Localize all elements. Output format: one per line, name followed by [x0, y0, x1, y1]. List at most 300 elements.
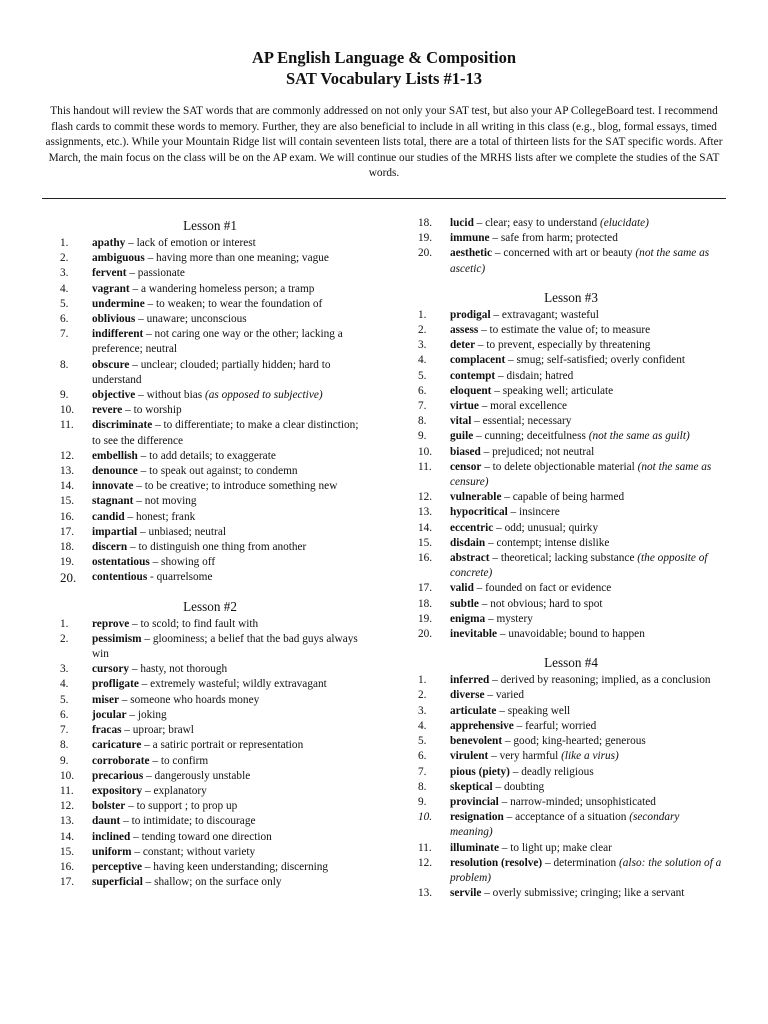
vocab-definition: – speaking well — [496, 704, 571, 717]
vocab-definition: – to be creative; to introduce something new — [133, 480, 338, 493]
vocab-item — [418, 886, 724, 901]
vocab-item — [60, 449, 360, 464]
vocab-item — [418, 749, 724, 764]
vocab-definition: – founded on fact or evidence — [473, 582, 612, 595]
vocab-item — [418, 505, 724, 520]
item-number: 7. — [60, 328, 69, 341]
vocab-item — [60, 464, 360, 479]
vocab-term: abstract — [450, 552, 490, 565]
vocab-term: corroborate — [92, 754, 150, 767]
vocab-term: resolution (resolve) — [450, 856, 543, 869]
vocab-definition: – not obvious; hard to spot — [478, 597, 603, 610]
vocab-term: caricature — [92, 739, 142, 752]
vocab-term: revere — [92, 404, 123, 417]
vocab-term: censor — [450, 460, 482, 473]
item-number: 9. — [60, 754, 69, 767]
item-number: 10. — [60, 769, 75, 782]
vocab-term: apathy — [92, 237, 126, 249]
vocab-item — [60, 769, 360, 784]
vocab-term: undermine — [92, 297, 145, 310]
vocab-note: (secondary meaning) — [450, 811, 680, 839]
vocab-item — [60, 632, 360, 662]
vocab-item — [418, 536, 724, 551]
item-number: 2. — [418, 689, 427, 702]
vocab-definition: – someone who hoards money — [118, 693, 260, 706]
item-number: 6. — [60, 708, 69, 721]
vocab-item — [418, 429, 724, 444]
vocab-item — [418, 338, 724, 353]
vocab-definition: – cunning; deceitfulness — [473, 430, 589, 443]
vocab-definition: – theoretical; lacking substance — [489, 552, 638, 565]
vocab-item — [60, 738, 360, 753]
vocab-term: innovate — [92, 480, 134, 493]
vocab-definition: – insincere — [507, 506, 560, 519]
vocab-item — [418, 490, 724, 505]
vocab-note: (not the same as censure) — [450, 460, 712, 489]
vocab-term: virtue — [450, 400, 479, 413]
vocab-term: embellish — [92, 449, 138, 462]
vocab-term: candid — [92, 510, 125, 523]
vocab-definition: – to estimate the value of; to measure — [478, 324, 651, 337]
vocab-term: subtle — [450, 597, 479, 610]
vocab-definition: – capable of being harmed — [501, 491, 625, 504]
vocab-definition: – to speak out against; to condemn — [137, 465, 298, 478]
vocab-definition: – to intimidate; to discourage — [120, 815, 256, 828]
vocab-definition: – good; king-hearted; generous — [502, 735, 646, 748]
vocab-definition: – to support ; to prop up — [125, 800, 238, 813]
vocab-term: inevitable — [450, 628, 498, 641]
vocab-definition: – disdain; hatred — [495, 369, 574, 382]
vocab-definition: – moral excellence — [478, 400, 568, 413]
vocab-term: illuminate — [450, 841, 499, 854]
item-number: 20. — [60, 570, 77, 586]
item-number: 6. — [418, 750, 427, 763]
vocab-item — [418, 688, 724, 703]
item-number: 1. — [418, 674, 427, 687]
item-number: 8. — [418, 415, 427, 428]
vocab-item — [60, 251, 360, 266]
vocab-item — [60, 784, 360, 799]
item-number: 6. — [418, 384, 427, 397]
vocab-item — [418, 445, 724, 460]
item-number: 18. — [418, 597, 433, 610]
vocab-definition: – overly submissive; cringing; like a servant — [481, 887, 685, 900]
vocab-item — [60, 693, 360, 708]
vocab-term: complacent — [450, 354, 506, 367]
vocab-definition: – smug; self-satisfied; overly confident — [505, 354, 685, 367]
item-number: 16. — [60, 510, 75, 523]
item-number: 7. — [60, 724, 69, 737]
item-number: 20. — [418, 628, 433, 641]
vocab-item — [60, 540, 360, 555]
vocab-item — [418, 460, 724, 490]
vocab-item — [60, 358, 360, 388]
vocab-item — [418, 384, 724, 399]
item-number: 12. — [60, 800, 75, 813]
item-number: 4. — [60, 282, 69, 295]
item-number: 17. — [418, 582, 433, 595]
vocab-definition: – shallow; on the surface only — [142, 876, 282, 889]
vocab-item — [418, 414, 724, 429]
vocab-term: diverse — [450, 689, 485, 702]
vocab-definition: – without bias — [135, 389, 205, 402]
vocab-term: indifferent — [92, 328, 144, 341]
vocab-item — [60, 875, 360, 890]
vocab-term: apprehensive — [450, 719, 514, 732]
item-number: 14. — [60, 480, 75, 493]
vocab-term: uniform — [92, 845, 132, 858]
vocab-definition: – doubting — [492, 780, 545, 793]
vocab-definition: – a wandering homeless person; a tramp — [129, 282, 315, 295]
lesson-title: Lesson #2 — [183, 598, 237, 614]
vocab-term: guile — [450, 430, 474, 443]
vocab-term: articulate — [450, 704, 497, 717]
item-number: 5. — [60, 297, 69, 310]
vocab-term: vulnerable — [450, 491, 502, 504]
vocab-item — [418, 216, 724, 231]
item-number: 12. — [418, 856, 433, 869]
vocab-term: profligate — [92, 678, 139, 691]
vocab-term: prodigal — [450, 308, 491, 321]
item-number: 11. — [418, 841, 432, 854]
item-number: 3. — [60, 663, 69, 676]
vocab-item — [418, 795, 724, 810]
vocab-item — [418, 780, 724, 795]
item-number: 1. — [418, 308, 427, 321]
vocab-definition: – odd; unusual; quirky — [493, 521, 599, 534]
item-number: 3. — [418, 339, 427, 352]
vocab-definition: – speaking well; articulate — [491, 384, 614, 397]
vocab-definition: – lack of emotion or interest — [125, 237, 256, 249]
vocab-term: denounce — [92, 465, 138, 478]
vocab-definition: – having more than one meaning; vague — [144, 252, 329, 265]
item-number: 4. — [418, 354, 427, 367]
vocab-definition: – extremely wasteful; wildly extravagant — [138, 678, 327, 691]
vocab-definition: – derived by reasoning; implied, as a conclusion — [489, 674, 711, 687]
vocab-term: vagrant — [92, 282, 130, 295]
item-number: 15. — [418, 536, 433, 549]
vocab-item — [60, 617, 360, 632]
vocab-term: skeptical — [450, 780, 493, 793]
vocab-definition: – a satiric portrait or representation — [141, 739, 304, 752]
vocab-term: inclined — [92, 830, 131, 843]
word-list — [418, 673, 724, 901]
vocab-item — [60, 388, 360, 403]
vocab-term: benevolent — [450, 735, 503, 748]
item-number: 13. — [60, 465, 75, 478]
vocab-definition: - quarrelsome — [147, 571, 213, 584]
item-number: 14. — [60, 830, 75, 843]
vocab-definition: – safe from harm; protected — [489, 232, 618, 245]
vocab-definition: – joking — [126, 708, 167, 721]
vocab-item — [60, 327, 360, 357]
vocab-term: biased — [450, 445, 481, 458]
vocab-definition: – not caring one way or the other; lacking a preference; neutral — [92, 328, 343, 356]
item-number: 7. — [418, 400, 427, 413]
vocab-term: reprove — [92, 617, 130, 630]
item-number: 11. — [418, 460, 432, 473]
vocab-item — [418, 399, 724, 414]
vocab-item — [418, 719, 724, 734]
word-list — [418, 308, 724, 642]
vocab-term: virulent — [450, 750, 489, 763]
vocab-term: provincial — [450, 795, 499, 808]
item-number: 10. — [60, 404, 75, 417]
item-number: 1. — [60, 617, 69, 630]
vocab-term: immune — [450, 232, 490, 245]
item-number: 10. — [418, 445, 433, 458]
vocab-item — [60, 297, 360, 312]
item-number: 1. — [60, 237, 69, 249]
vocab-definition: – to weaken; to wear the foundation of — [144, 297, 323, 310]
vocab-term: cursory — [92, 663, 130, 676]
vocab-item — [60, 754, 360, 769]
vocab-item — [60, 525, 360, 540]
item-number: 11. — [60, 784, 74, 797]
item-number: 8. — [418, 780, 427, 793]
item-number: 9. — [418, 430, 427, 443]
vocab-term: aesthetic — [450, 247, 493, 260]
vocab-term: fervent — [92, 267, 127, 280]
vocab-term: oblivious — [92, 313, 136, 326]
vocab-term: jocular — [92, 708, 127, 721]
page-subtitle: SAT Vocabulary Lists #1-13 — [285, 69, 483, 88]
vocab-item — [418, 673, 724, 688]
vocab-definition: – unaware; unconscious — [135, 313, 247, 326]
vocab-definition: – dangerously unstable — [143, 769, 251, 782]
word-list — [418, 216, 724, 277]
item-number: 13. — [418, 506, 433, 519]
vocab-item — [418, 308, 724, 323]
item-number: 15. — [60, 495, 75, 508]
item-number: 5. — [418, 735, 427, 748]
item-number: 6. — [60, 313, 69, 326]
lesson-title: Lesson #4 — [544, 655, 598, 671]
vocab-definition: – to distinguish one thing from another — [127, 541, 307, 554]
vocab-term: lucid — [450, 217, 474, 229]
item-number: 3. — [60, 267, 69, 280]
item-number: 14. — [418, 521, 433, 534]
vocab-term: servile — [450, 887, 482, 900]
vocab-term: objective — [92, 389, 136, 402]
item-number: 9. — [60, 389, 69, 402]
vocab-item — [60, 510, 360, 525]
vocab-term: impartial — [92, 525, 138, 538]
item-number: 20. — [418, 247, 433, 260]
item-number: 18. — [60, 541, 75, 554]
vocab-item — [60, 403, 360, 418]
item-number: 7. — [418, 765, 427, 778]
vocab-definition: – contempt; intense dislike — [485, 536, 610, 549]
vocab-term: obscure — [92, 358, 130, 371]
vocab-definition: – mystery — [485, 612, 533, 625]
item-number: 13. — [60, 815, 75, 828]
vocab-definition: – to delete objectionable material — [481, 460, 638, 473]
vocab-item — [60, 708, 360, 723]
vocab-term: discriminate — [92, 419, 153, 432]
vocab-item — [60, 266, 360, 281]
vocab-item — [60, 494, 360, 509]
vocab-definition: – to prevent, especially by threatening — [475, 339, 651, 352]
vocab-definition: – prejudiced; not neutral — [480, 445, 595, 458]
vocab-item — [60, 677, 360, 692]
item-number: 2. — [60, 632, 69, 645]
item-number: 17. — [60, 525, 75, 538]
vocab-item — [60, 723, 360, 738]
vocab-definition: – explanatory — [142, 784, 207, 797]
vocab-term: deter — [450, 339, 476, 352]
vocab-definition: – tending toward one direction — [130, 830, 272, 843]
vocab-item — [60, 555, 360, 570]
item-number: 8. — [60, 358, 69, 371]
vocab-definition: – unclear; clouded; partially hidden; hard to understand — [92, 358, 331, 386]
item-number: 4. — [418, 719, 427, 732]
vocab-definition: – constant; without variety — [131, 845, 256, 858]
vocab-note: (also: the solution of a problem) — [450, 856, 722, 884]
vocab-term: fracas — [92, 724, 122, 737]
vocab-term: eloquent — [450, 384, 492, 397]
vocab-term: enigma — [450, 612, 486, 625]
item-number: 13. — [418, 887, 433, 900]
vocab-item — [418, 231, 724, 246]
vocab-item — [60, 662, 360, 677]
vocab-item — [60, 570, 360, 585]
vocab-item — [418, 734, 724, 749]
vocab-definition: – clear; easy to understand — [473, 217, 600, 229]
vocab-term: hypocritical — [450, 506, 508, 519]
vocab-note: (like a virus) — [561, 750, 619, 763]
right-column — [418, 216, 724, 901]
item-number: 2. — [418, 324, 427, 337]
vocab-definition: – unbiased; neutral — [137, 525, 226, 538]
lesson-title: Lesson #1 — [183, 218, 237, 233]
vocab-term: vital — [450, 415, 472, 428]
item-number: 3. — [418, 704, 427, 717]
vocab-term: disdain — [450, 536, 486, 549]
vocab-definition: – concerned with art or beauty — [492, 247, 636, 260]
vocab-definition: – determination — [542, 856, 620, 869]
item-number: 5. — [60, 693, 69, 706]
vocab-note: (the opposite of concrete) — [450, 552, 708, 580]
vocab-definition: – passionate — [126, 267, 185, 280]
word-list — [60, 236, 360, 586]
item-number: 2. — [60, 252, 69, 265]
item-number: 5. — [418, 369, 427, 382]
vocab-item — [418, 581, 724, 596]
vocab-note: (as opposed to subjective) — [204, 389, 323, 402]
vocab-definition: – deadly religious — [509, 765, 594, 778]
item-number: 15. — [60, 845, 75, 858]
item-number: 9. — [418, 795, 427, 808]
vocab-item — [60, 418, 360, 448]
vocab-item — [60, 860, 360, 875]
vocab-term: expository — [92, 784, 143, 797]
vocab-term: inferred — [450, 674, 490, 687]
vocab-definition: – very harmful — [488, 750, 562, 763]
vocab-item — [418, 704, 724, 719]
vocab-definition: – fearful; worried — [513, 719, 597, 732]
vocab-term: eccentric — [450, 521, 494, 534]
vocab-item — [418, 841, 724, 856]
vocab-definition: – honest; frank — [124, 510, 196, 523]
vocab-term: bolster — [92, 800, 126, 813]
vocab-definition: – hasty, not thorough — [129, 663, 228, 676]
vocab-term: contempt — [450, 369, 496, 382]
vocab-term: precarious — [92, 769, 144, 782]
page-title: AP English Language & Composition — [251, 48, 517, 67]
vocab-term: assess — [450, 324, 479, 337]
word-list — [60, 617, 360, 891]
vocab-item — [418, 246, 724, 276]
item-number: 16. — [418, 552, 433, 565]
item-number: 19. — [418, 232, 433, 245]
item-number: 19. — [418, 612, 433, 625]
vocab-definition: – having keen understanding; discerning — [141, 860, 329, 873]
vocab-term: miser — [92, 693, 119, 706]
lesson-title: Lesson #3 — [544, 289, 598, 305]
vocab-definition: – varied — [484, 689, 525, 702]
vocab-item — [60, 830, 360, 845]
vocab-definition: – to worship — [122, 404, 182, 417]
vocab-item — [418, 856, 724, 886]
vocab-item — [418, 597, 724, 612]
vocab-definition: – essential; necessary — [471, 415, 572, 428]
vocab-definition: – to confirm — [149, 754, 209, 767]
intro-paragraph: This handout will review the SAT words that are commonly addressed on not only your SAT test, but also your AP CollegeBoard test. I recommend flash cards to commit these words to memory. Further, they are also beneficial to include in all writing in this class (e.g., blog, formal essays, timed assignments, etc.). While your Mountain Ridge list will contain seventeen lists total, there are a total of thirteen lists for the SAT specific words. After March, the main focus on the class will be on the AP exam. We will continue our studies of the MRHS lists after we complete the studies of the SAT words. — [45, 105, 723, 179]
vocab-definition: – extravagant; wasteful — [490, 308, 599, 321]
vocab-item — [418, 810, 724, 840]
vocab-note: (elucidate) — [599, 217, 649, 229]
item-number: 8. — [60, 739, 69, 752]
vocab-term: pious (piety) — [450, 765, 510, 778]
vocab-definition: – to scold; to find fault with — [129, 617, 259, 630]
vocab-item — [418, 369, 724, 384]
vocab-definition: – unavoidable; bound to happen — [497, 628, 645, 641]
vocab-definition: – not moving — [133, 495, 197, 508]
vocab-item — [60, 479, 360, 494]
item-number: 19. — [60, 556, 75, 569]
vocab-item — [60, 312, 360, 327]
vocab-definition: – narrow-minded; unsophisticated — [498, 795, 656, 808]
vocab-term: ostentatious — [92, 556, 150, 569]
vocab-term: pessimism — [92, 632, 142, 645]
vocab-item — [60, 814, 360, 829]
vocab-item — [418, 627, 724, 642]
item-number: 12. — [60, 449, 75, 462]
vocab-term: stagnant — [92, 495, 134, 508]
vocab-term: perceptive — [92, 860, 142, 873]
vocab-item — [418, 521, 724, 536]
divider — [42, 198, 726, 199]
vocab-item — [418, 551, 724, 581]
vocab-term: daunt — [92, 815, 121, 828]
item-number: 18. — [418, 217, 433, 229]
vocab-note: (not the same as guilt) — [588, 430, 690, 443]
vocab-item — [60, 282, 360, 297]
vocab-definition: – showing off — [149, 556, 216, 569]
item-number: 12. — [418, 491, 433, 504]
item-number: 10. — [418, 811, 433, 824]
vocab-term: ambiguous — [92, 252, 145, 265]
vocab-item — [418, 765, 724, 780]
vocab-term: valid — [450, 582, 474, 595]
vocab-item — [60, 236, 360, 251]
left-column — [60, 217, 360, 890]
vocab-term: discern — [92, 541, 128, 554]
vocab-definition: – gloominess; a belief that the bad guys always win — [92, 632, 358, 661]
item-number: 4. — [60, 678, 69, 691]
vocab-definition: – to light up; make clear — [498, 841, 612, 854]
